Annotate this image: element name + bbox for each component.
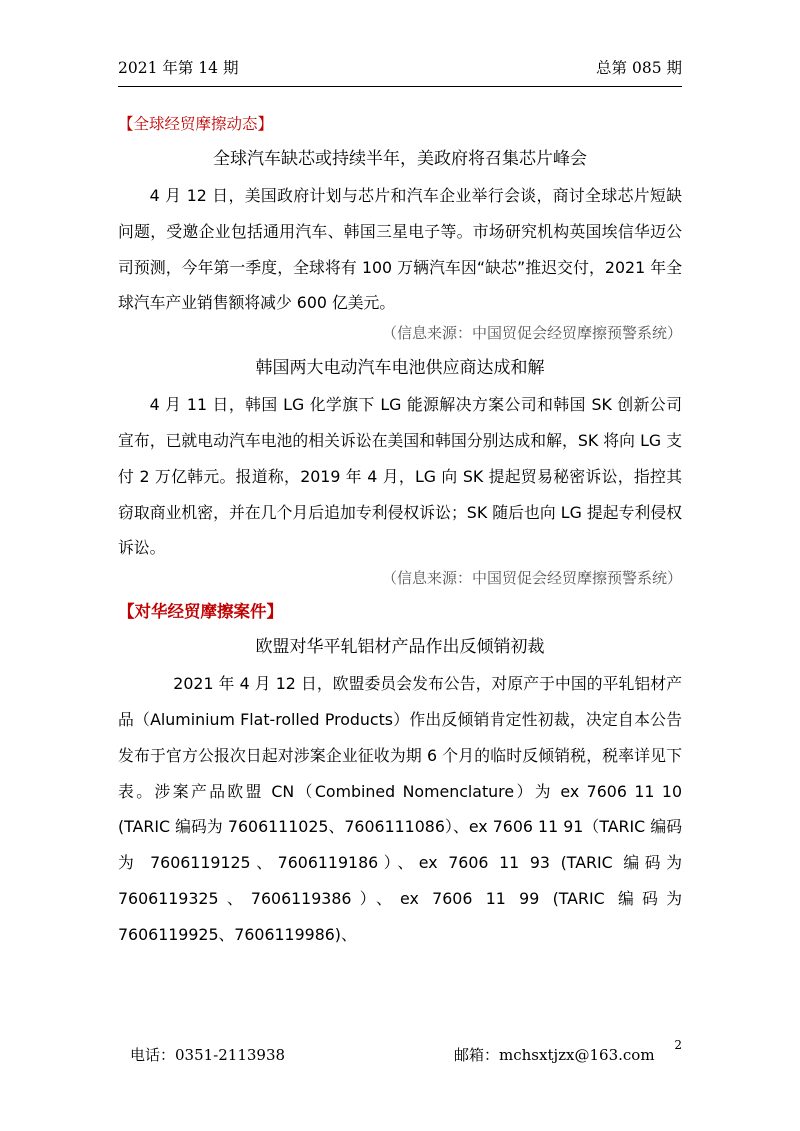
section-heading-global: 【全球经贸摩擦动态】 [118, 115, 274, 133]
contact-phone: 电话：0351-2113938 [130, 1046, 286, 1064]
page-content [118, 108, 682, 953]
total-issue-number: 总第 085 期 [596, 59, 682, 77]
article-title: 韩国两大电动汽车电池供应商达成和解 [255, 358, 545, 379]
article-title: 欧盟对华平轧铝材产品作出反倾销初裁 [255, 637, 545, 658]
article-body: 2021 年 4 月 12 日，欧盟委员会发布公告，对原产于中国的平轧铝材产品（Aluminium Flat-rolled Products）作出反倾销肯定性初裁，决定自本公告发布于官方公报次日起对涉案企业征收为期 6 个月的临时反倾销税，税率详见下表。涉案产品欧盟 CN（Combined Nomenclature）为 ex 7606 11 10 (TARIC 编码为 7606111025、7606111086）、ex 7606 11 91（TARIC 编码为 7606119125、7606119186）、ex 7606 11 93 (TARIC 编码为 7606119325、7606119386）、ex 7606 11 99 (TARIC 编码为 7606119925、7606119986)、 [118, 674, 682, 944]
article-title: 全球汽车缺芯或持续半年，美政府将召集芯片峰会 [213, 149, 587, 169]
issue-number: 2021 年第 14 期 [118, 59, 239, 77]
article-source: （信息来源：中国贸促会经贸摩擦预警系统） [381, 569, 682, 588]
page-header [118, 52, 682, 87]
article-source: （信息来源：中国贸促会经贸摩擦预警系统） [381, 324, 682, 343]
article-body: 4 月 11 日，韩国 LG 化学旗下 LG 能源解决方案公司和韩国 SK 创新公司宣布，已就电动汽车电池的相关诉讼在美国和韩国分别达成和解，SK 将向 LG 支付 2 万亿韩元。报道称，2019 年 4 月，LG 向 SK 提起贸易秘密诉讼，指控其窃取商业机密，并在几个月后追加专利侵权诉讼；SK 随后也向 LG 提起专利侵权诉讼。 [118, 395, 682, 558]
article-body: 4 月 12 日，美国政府计划与芯片和汽车企业举行会谈，商讨全球芯片短缺问题，受邀企业包括通用汽车、韩国三星电子等。市场研究机构英国埃信华迈公司预测，今年第一季度，全球将有 100 万辆汽车因“缺芯”推迟交付，2021 年全球汽车产业销售额将减少 600 亿美元。 [118, 186, 682, 313]
page-number: 2 [674, 1038, 682, 1052]
section-heading-china: 【对华经贸摩擦案件】 [118, 602, 283, 622]
contact-email: 邮箱：mchsxtjzx@163.com [454, 1046, 655, 1064]
